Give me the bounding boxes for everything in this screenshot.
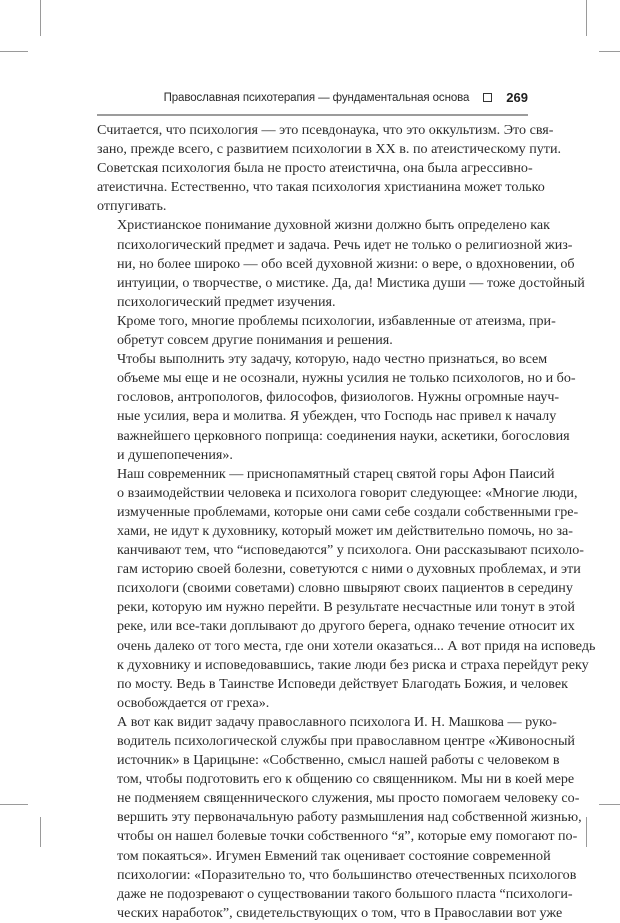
text-line: чтобы он нашел болевые точки собственного “я”, которые ему помогают по- bbox=[117, 828, 578, 845]
text-line: хами, не идут к духовнику, который может им действительно помочь, но за- bbox=[117, 522, 573, 539]
running-head bbox=[97, 90, 528, 110]
crop-mark-bottom-right-horizontal bbox=[599, 804, 620, 805]
text-line: том, чтобы подготовить его к общению со священником. Мы ни в коей мере bbox=[117, 771, 575, 788]
text-line: обретут совсем другие понимания и решения. bbox=[117, 332, 393, 349]
paragraph bbox=[97, 465, 596, 713]
text-line: ческих наработок”, свидетельствующих о том, что в Православии вот уже bbox=[117, 904, 563, 921]
text-line: ни, но более широко — обо всей духовной жизни: о вере, о вдохновении, об bbox=[117, 255, 575, 272]
crop-mark-bottom-left-horizontal bbox=[0, 804, 28, 805]
text-line: интуиции, о творчестве, о мистике. Да, да! Мистика души — тоже достойный bbox=[117, 274, 585, 291]
text-line: даже не подозревают о существовании такого большого пласта “психологи- bbox=[117, 885, 573, 902]
text-line: по мосту. Ведь в Таинстве Исповеди действует Благодать Божия, и человек bbox=[117, 675, 568, 692]
text-line: Чтобы выполнить эту задачу, которую, надо честно признаться, во всем bbox=[117, 351, 548, 368]
text-line: водитель психологической службы при православном центре «Живоносный bbox=[117, 733, 575, 749]
text-line: о взаимодействии человека и психолога говорит следующее: «Многие люди, bbox=[117, 484, 578, 501]
text-line: Наш современник — приснопамятный старец святой горы Афон Паисий bbox=[117, 465, 555, 482]
text-line: канчивают тем, что “исповедаются” у психолога. Они рассказывают психоло- bbox=[117, 542, 584, 559]
paragraph bbox=[97, 216, 585, 311]
text-line: вершить эту первоначальную работу размышления над собственной жизнью, bbox=[117, 809, 582, 826]
crop-mark-top-left-horizontal bbox=[0, 51, 28, 52]
text-line: и душепопечения». bbox=[117, 446, 233, 463]
text-line: к духовнику и исповедовавшись, такие люди без риска и страха перейдут реку bbox=[117, 656, 589, 673]
text-line: объеме мы еще и не осознали, нужны усилия не только психологов, но и бо- bbox=[117, 370, 576, 387]
text-line: психологический предмет изучения. bbox=[117, 293, 336, 310]
header-rule bbox=[97, 114, 528, 116]
text-line: освобождается от греха». bbox=[117, 694, 270, 711]
text-line: том покаяться». Игумен Евмений так оценивает состояние современной bbox=[117, 847, 551, 864]
page-number: 269 bbox=[506, 90, 528, 105]
paragraph bbox=[97, 121, 562, 216]
text-line: отпугивать. bbox=[97, 198, 167, 215]
text-line: психологи (своими советами) словно швыряют своих пациентов в середину bbox=[117, 580, 573, 597]
text-line: гословов, антропологов, философов, физиологов. Нужны огромные науч- bbox=[117, 389, 560, 406]
text-line: Кроме того, многие проблемы психологии, избавленные от атеизма, при- bbox=[117, 312, 556, 329]
crop-mark-top-left-vertical bbox=[40, 0, 41, 36]
text-line: не подменяем священнического служения, мы просто помогаем человеку со- bbox=[117, 790, 580, 807]
text-line: важнейшего церковного поприща: соединения науки, аскетики, богословия bbox=[117, 427, 570, 444]
text-line: Советская психология была не просто атеистична, она была агрессивно- bbox=[97, 160, 533, 177]
text-line: зано, прежде всего, с развитием психологии в XX в. по атеистическому пути. bbox=[97, 141, 562, 158]
text-line: реки, которую им нужно перейти. В результате несчастные или тонут в этой bbox=[117, 599, 575, 616]
text-line: очень далеко от того места, где они хотели оказаться... А вот придя на исповедь bbox=[117, 637, 596, 654]
text-line: Христианское понимание духовной жизни должно быть определено как bbox=[117, 217, 550, 234]
page-body bbox=[97, 121, 596, 923]
text-line: атеистична. Естественно, что такая психология христианина может только bbox=[97, 179, 545, 196]
crop-mark-bottom-right-vertical bbox=[586, 817, 587, 847]
text-line: психологический предмет и задача. Речь идет не только о религиозной жиз- bbox=[117, 236, 573, 253]
paragraph bbox=[97, 713, 582, 923]
text-line: гам историю своей болезни, советуются с ними о духовных проблемах, и эти bbox=[117, 561, 581, 578]
crop-mark-top-right-horizontal bbox=[599, 51, 620, 52]
text-line: А вот как видит задачу православного психолога И. Н. Машкова — руко- bbox=[117, 713, 557, 730]
text-line: Считается, что психология — это псевдонаука, что это оккультизм. Это свя- bbox=[97, 122, 554, 138]
paragraph bbox=[97, 350, 576, 465]
running-head-title: Православная психотерапия — фундаментальная основа bbox=[163, 91, 470, 104]
paragraph bbox=[97, 312, 556, 350]
crop-mark-top-right-vertical bbox=[586, 0, 587, 36]
text-line: ные усилия, вера и молитва. Я убежден, что Господь нас привел к началу bbox=[117, 408, 557, 425]
square-bullet-icon bbox=[483, 93, 492, 102]
text-line: психологии: «Поразительно то, что большинство отечественных психологов bbox=[117, 866, 577, 883]
text-line: источник» в Царицыне: «Собственно, смысл нашей работы с человеком в bbox=[117, 752, 560, 769]
crop-mark-bottom-left-vertical bbox=[40, 817, 41, 847]
text-line: измученные проблемами, которые они сами себе создали собственными гре- bbox=[117, 503, 579, 520]
text-line: реке, или все-таки доплывают до другого берега, однако течение относит их bbox=[117, 618, 575, 635]
